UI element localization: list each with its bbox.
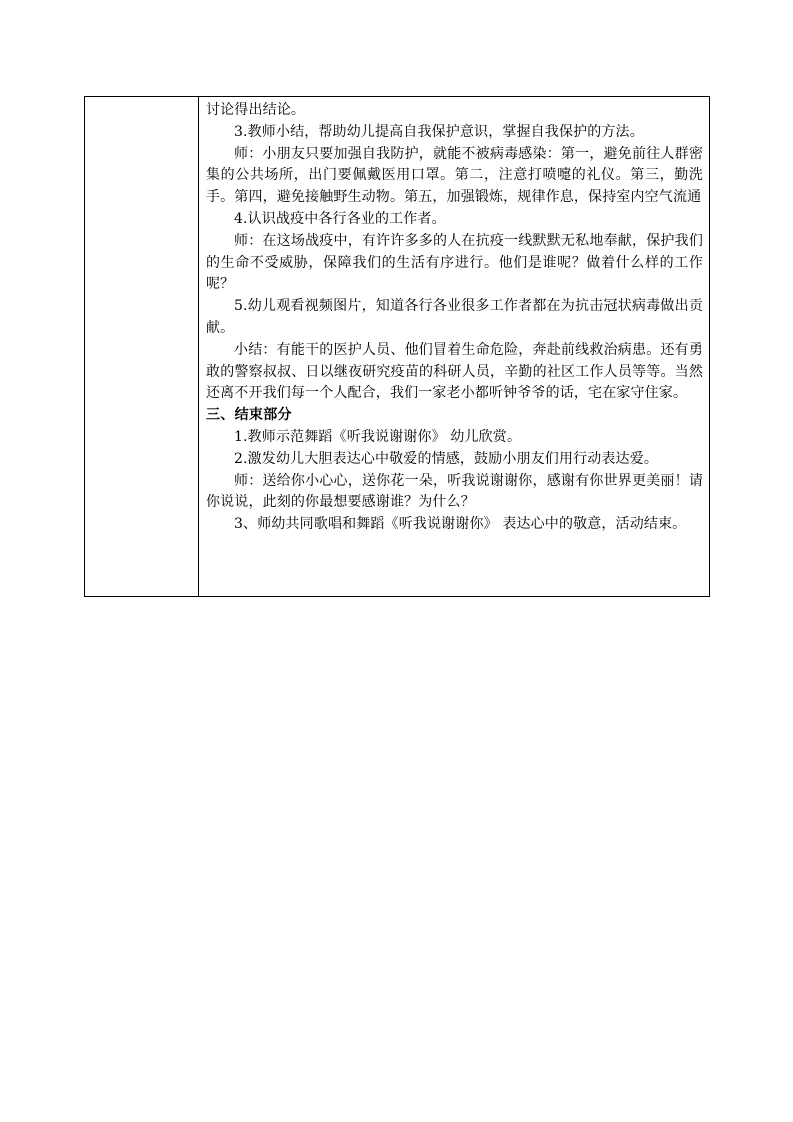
paragraph-dance-demo: 1.教师示范舞蹈《听我说谢谢你》 幼儿欣赏。 <box>234 428 522 445</box>
paragraph-workers-intro: 4.认识战疫中各行各业的工作者。 <box>234 210 446 227</box>
paragraph-teacher-summary: 3.教师小结，帮助幼儿提高自我保护意识，掌握自我保护的方法。 <box>234 123 644 140</box>
table-label-cell <box>85 97 199 596</box>
paragraph-video: 5.幼儿观看视频图片，知道各行各业很多工作者都在为抗击冠状病毒做出贡献。 <box>206 298 703 336</box>
paragraph-summary-workers: 小结：有能干的医护人员、他们冒着生命危险，奔赴前线救治病患。还有勇敢的警察叔叔、日以继夜研究疫苗的科研人员，辛勤的社区工作人员等等。当然还离不开我们每一个人配合，我们一家老小都听钟爷爷的话，宅在家守住家。 <box>206 341 703 402</box>
section-heading-ending: 三、结束部分 <box>206 407 292 424</box>
paragraph-thanks-question: 师：送给你小心心，送你花一朵，听我说谢谢你，感谢有你世界更美丽！请你说说，此刻的你最想要感谢谁？为什么？ <box>206 472 703 511</box>
paragraph-conclusion: 讨论得出结论。 <box>206 102 306 118</box>
paragraph-workers-question: 师：在这场战疫中，有许许多多的人在抗疫一线默默无私地奉献，保护我们的生命不受威胁，保障我们的生活有序进行。他们是谁呢？做着什么样的工作呢？ <box>206 232 703 293</box>
paragraph-express-love: 2.激发幼儿大胆表达心中敬爱的情感，鼓励小朋友们用行动表达爱。 <box>234 450 659 467</box>
paragraph-protection-tips: 师：小朋友只要加强自我防护，就能不被病毒感染：第一，避免前往人群密集的公共场所，出门要佩戴医用口罩。第二，注意打喷嚏的礼仪。第三，勤洗手。第四，避免接触野生动物。第五，加强锻炼，规律作息，保持室内空气流通 <box>206 145 703 206</box>
lesson-plan-table <box>84 96 710 597</box>
table-content-cell <box>199 97 709 596</box>
paragraph-closing: 3、师幼共同歌唱和舞蹈《听我说谢谢你》 表达心中的敬意，活动结束。 <box>234 516 687 533</box>
